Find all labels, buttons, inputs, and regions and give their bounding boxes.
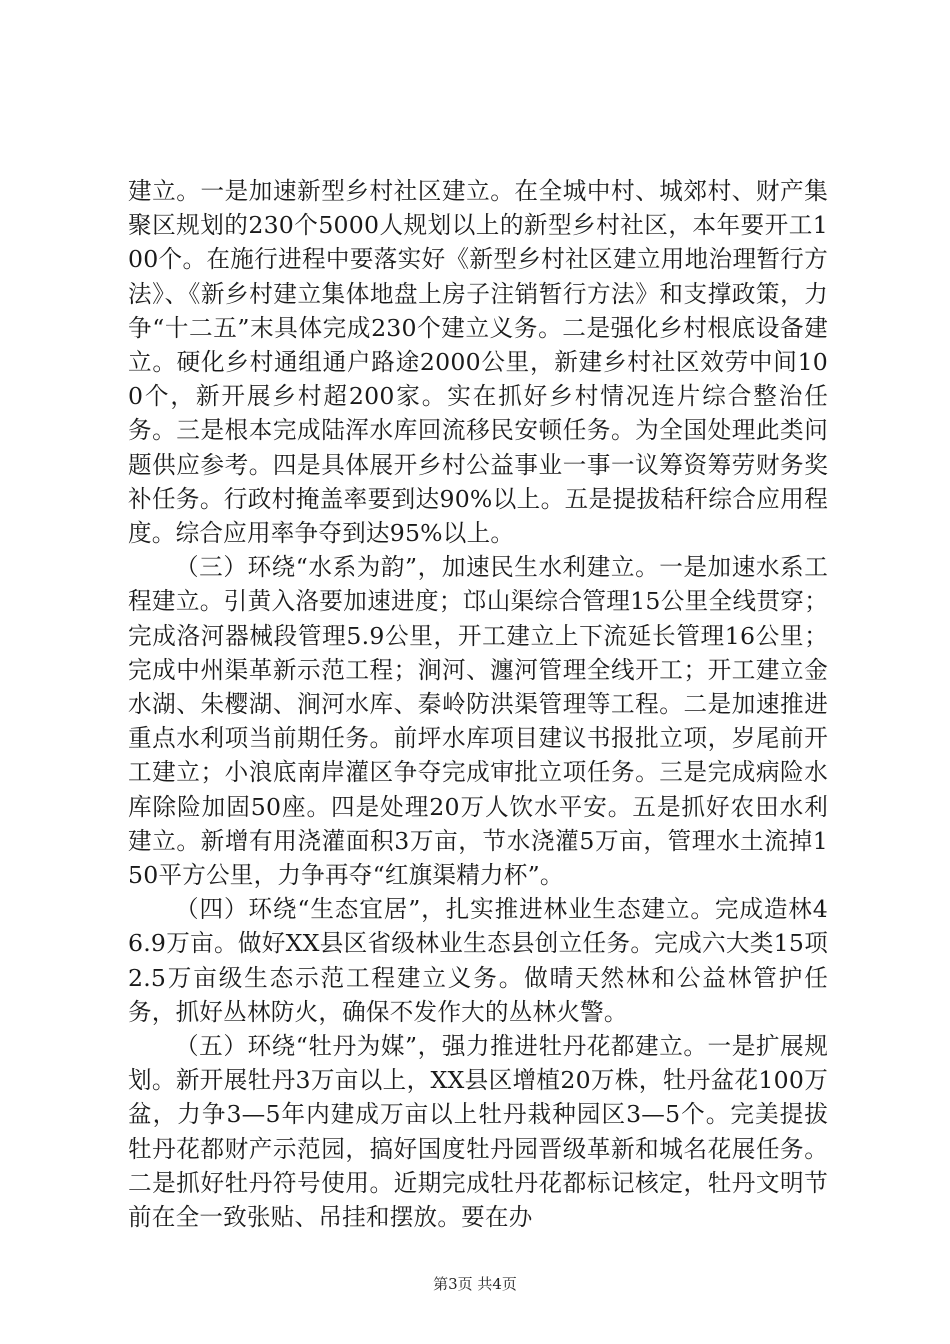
paragraph-2: （三）环绕“水系为韵”，加速民生水利建立。一是加速水系工程建立。引黄入洛要加速进度；邙山渠综合管理15公里全线贯穿；完成洛河器械段管理5.9公里，开工建立上下流延长管理16公里；完成中州渠革新示范工程；涧河、瀍河管理全线开工；开工建立金水湖、朱樱湖、涧河水库、秦岭防洪渠管理等工程。二是加速推进重点水利项当前期任务。前坪水库项目建议书报批立项，岁尾前开工建立；小浪底南岸灌区争夺完成审批立项任务。三是完成病险水库除险加固50座。四是处理20万人饮水平安。五是抓好农田水利建立。新增有用浇灌面积3万亩，节水浇灌5万亩，管理水土流掉150平方公里，力争再夺“红旗渠精力杯”。 [128,553,828,890]
document-body [128,174,828,1234]
paragraph-4: （五）环绕“牡丹为媒”，强力推进牡丹花都建立。一是扩展规划。新开展牡丹3万亩以上，XX县区增植20万株，牡丹盆花100万盆，力争3—5年内建成万亩以上牡丹栽种园区3—5个。完美提拔牡丹花都财产示范园，搞好国度牡丹园晋级革新和城名花展任务。二是抓好牡丹符号使用。近期完成牡丹花都标记核定，牡丹文明节前在全一致张贴、吊挂和摆放。要在办 [128,1032,828,1232]
page-footer: 第3页 共4页 [433,1275,517,1293]
paragraph-1: 建立。一是加速新型乡村社区建立。在全城中村、城郊村、财产集聚区规划的230个5000人规划以上的新型乡村社区，本年要开工100个。在施行进程中要落实好《新型乡村社区建立用地治理暂行方法》、《新乡村建立集体地盘上房子注销暂行方法》和支撑政策，力争“十二五”末具体完成230个建立义务。二是强化乡村根底设备建立。硬化乡村通组通户路途2000公里，新建乡村社区效劳中间100个，新开展乡村超200家。实在抓好乡村情况连片综合整治任务。三是根本完成陆浑水库回流移民安顿任务。为全国处理此类问题供应参考。四是具体展开乡村公益事业一事一议筹资筹劳财务奖补任务。行政村掩盖率要到达90%以上。五是提拔秸秆综合应用程度。综合应用率争夺到达95%以上。 [128,177,828,548]
paragraph-3: （四）环绕“生态宜居”，扎实推进林业生态建立。完成造林46.9万亩。做好XX县区省级林业生态县创立任务。完成六大类15项2.5万亩级生态示范工程建立义务。做晴天然林和公益林管护任务，抓好丛林防火，确保不发作大的丛林火警。 [128,895,828,1026]
